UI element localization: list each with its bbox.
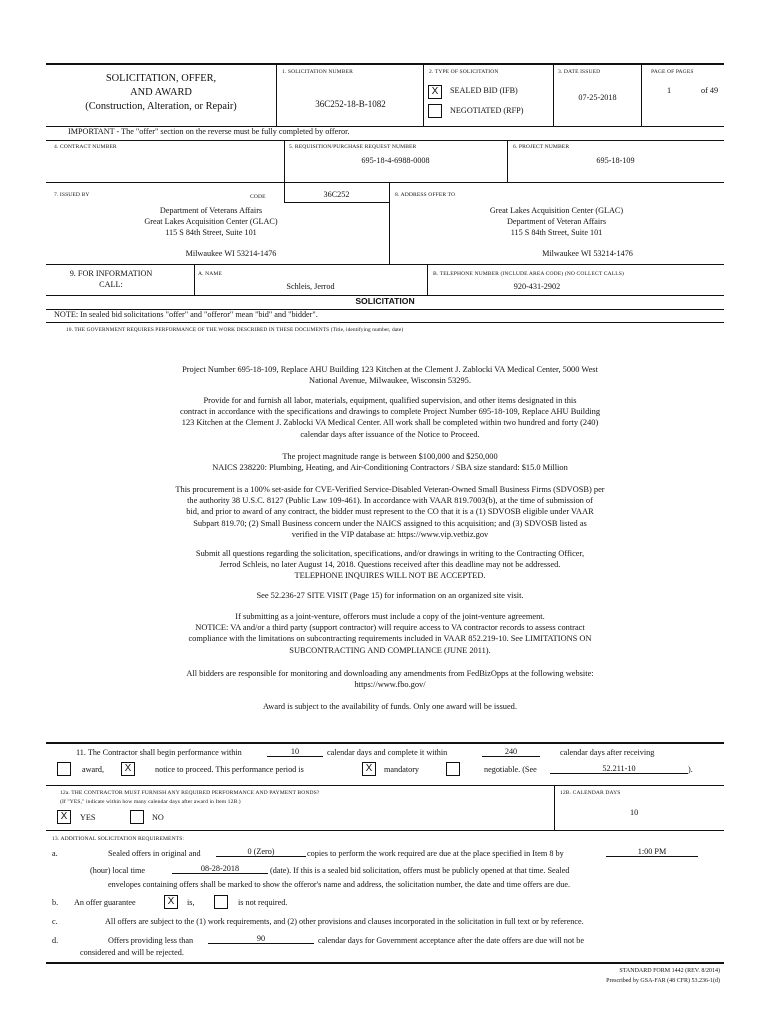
sealed-bid-label: SEALED BID (IFB)	[450, 86, 518, 95]
prescribed-by: Prescribed by GSA-FAR (48 CFR) 53.236-1(d)	[606, 978, 720, 984]
code-label: CODE	[250, 194, 266, 200]
bottom-border	[46, 962, 724, 964]
body-paragraph	[140, 611, 640, 656]
notice-to-proceed-checkbox[interactable]: X	[121, 762, 135, 776]
body-paragraph	[140, 668, 640, 690]
bonds-no-label: NO	[152, 813, 164, 822]
negotiable-label: negotiable. (See	[484, 765, 537, 774]
rule	[46, 264, 724, 265]
page-number: 1	[667, 86, 672, 95]
info-call-label-line: 9. FOR INFORMATION	[69, 269, 153, 278]
body-line: calendar days after issuance of the Notice to Proceed.	[300, 429, 480, 439]
telephone-label: B. TELEPHONE NUMBER (INCLUDE AREA CODE) (NO COLLECT CALLS)	[433, 271, 624, 277]
bonds-yes-checkbox[interactable]: X	[57, 810, 71, 824]
body-line: National Avenue, Milwaukee, Wisconsin 53295.	[309, 376, 471, 386]
negotiated-label: NEGOTIATED (RFP)	[450, 106, 524, 115]
body-paragraph	[140, 364, 640, 386]
address-offer-address	[389, 205, 724, 238]
body-line: bid, and prior to award of any contract, the bidder must represent to the CO that it is a (1) SDVOSB eligible under VAAR	[186, 507, 594, 517]
form-title-line: (Construction, Alteration, or Repair)	[85, 101, 237, 112]
item10-label: 10. THE GOVERNMENT REQUIRES PERFORMANCE OF THE WORK DESCRIBED IN THESE DOCUMENTS (Title, identifying number, date)	[66, 327, 404, 333]
start-days[interactable]: 10	[267, 747, 323, 757]
body-line: If submitting as a joint-venture, offerors must include a copy of the joint-venture agreement.	[235, 612, 545, 621]
requisition-number-label: 5. REQUISITION/PURCHASE REQUEST NUMBER	[289, 144, 417, 150]
divider	[423, 63, 424, 126]
address-line: 115 S 84th Street, Suite 101	[510, 228, 603, 237]
bonds-sublabel: (If "YES," indicate within how many calendar days after award in Item 12B.)	[60, 799, 241, 805]
solicitation-number-label: 1. SOLICITATION NUMBER	[282, 69, 353, 75]
sealed-bid-checkbox[interactable]: X	[428, 85, 442, 99]
body-line: Provide for and furnish all labor, materials, equipment, qualified supervision, and other items designated in this	[203, 396, 577, 405]
body-line: See 52.236-27 SITE VISIT (Page 15) for information on an organized site visit.	[256, 591, 524, 600]
rule	[46, 785, 724, 786]
item13a-text: Sealed offers in original and	[108, 849, 201, 858]
project-number[interactable]: 695-18-109	[596, 156, 635, 165]
body-line: NOTICE: VA and/or a third party (support contractor) will require access to VA contractor records to assess contract	[195, 623, 585, 633]
body-line: Project Number 695-18-109, Replace AHU Building 123 Kitchen at the Clement J. Zablocki VA Medical Center, 5000 West	[182, 365, 598, 374]
item13d-letter: d.	[52, 936, 59, 945]
address-line: Department of Veterans Affairs	[159, 206, 263, 215]
item13d-text: considered and will be rejected.	[80, 948, 184, 957]
body-paragraph	[140, 548, 640, 582]
due-time[interactable]: 1:00 PM	[606, 847, 698, 857]
rule	[46, 140, 724, 141]
item13c-text: All offers are subject to the (1) work requirements, and (2) other provisions and clauses incorporated in the solicitation in full text or by reference.	[105, 917, 584, 926]
mandatory-label: mandatory	[384, 765, 420, 774]
guarantee-not-label: is not required.	[238, 898, 288, 907]
rule	[46, 322, 724, 323]
notice-to-proceed-label: notice to proceed. This performance period is	[155, 765, 304, 774]
address-line: 115 S 84th Street, Suite 101	[165, 228, 257, 237]
negotiable-checkbox[interactable]	[446, 762, 460, 776]
address-line: Department of Veteran Affairs	[506, 217, 607, 226]
acceptance-days[interactable]: 90	[208, 934, 314, 944]
divider	[276, 63, 277, 126]
body-paragraph	[140, 701, 640, 712]
address-line: Great Lakes Acquisition Center (GLAC)	[144, 217, 278, 226]
form-title-line: SOLICITATION, OFFER,	[105, 73, 217, 84]
calendar-days-label: 12B. CALENDAR DAYS	[560, 790, 621, 796]
body-line: Jerrod Schleis, no later August 14, 2018. Questions received after this deadline may not be addressed.	[219, 560, 561, 570]
item11-text: calendar days after receiving	[560, 748, 655, 757]
award-checkbox[interactable]	[57, 762, 71, 776]
body-line: This procurement is a 100% set-aside for CVE-Verified Service-Disabled Veteran-Owned Small Business Firms (SDVOSB) per	[175, 485, 605, 494]
guarantee-is-checkbox[interactable]: X	[164, 895, 178, 909]
rule	[46, 182, 724, 183]
date-issued-label: 3. DATE ISSUED	[558, 69, 601, 75]
complete-days[interactable]: 240	[482, 747, 540, 757]
item13b-text: An offer guarantee	[74, 898, 136, 907]
item13a-text: (date). If this is a sealed bid solicitation, offers must be publicly opened at that time. Sealed	[270, 866, 570, 875]
contact-name-label: A. NAME	[198, 271, 223, 277]
item13a-text: copies to perform the work required are due at the place specified in Item 8 by	[307, 849, 564, 858]
contract-number-label: 4. CONTRACT NUMBER	[54, 144, 117, 150]
issued-by-code[interactable]: 36C252	[323, 190, 350, 199]
body-line: Award is subject to the availability of funds. Only one award will be issued.	[263, 702, 517, 711]
info-call-label-line: CALL:	[99, 280, 123, 289]
page-of-pages-label: PAGE OF PAGES	[651, 69, 694, 75]
bonds-yes-label: YES	[80, 813, 96, 822]
rule	[46, 742, 724, 744]
item13b-letter: b.	[52, 898, 59, 907]
bonds-label: 12a. THE CONTRACTOR MUST FURNISH ANY REQUIRED PERFORMANCE AND PAYMENT BONDS?	[60, 790, 320, 796]
item13a-letter: a.	[52, 849, 58, 858]
requisition-number[interactable]: 695-18-4-6988-0008	[361, 156, 430, 165]
body-line: 123 Kitchen at the Clement J. Zablocki VA Medical Center. All work shall be completed within two hundred and forty (240)	[181, 418, 599, 428]
additional-requirements-label: 13. ADDITIONAL SOLICITATION REQUIREMENTS:	[52, 836, 185, 842]
body-line: https://www.fbo.gov/	[354, 680, 426, 690]
body-paragraph	[140, 590, 640, 601]
due-date[interactable]: 08-28-2018	[172, 864, 268, 874]
item13d-text: calendar days for Government acceptance after the date offers are due will not be	[318, 936, 585, 945]
bonds-no-checkbox[interactable]	[130, 810, 144, 824]
address-offer-city: Milwaukee WI 53214-1476	[542, 249, 633, 258]
issued-by-city: Milwaukee WI 53214-1476	[185, 249, 277, 258]
award-label: award,	[82, 765, 105, 774]
contact-name[interactable]: Schleis, Jerrod	[286, 282, 335, 291]
issued-by-address	[46, 205, 376, 238]
form-title	[46, 72, 276, 114]
item11-text: calendar days and complete it within	[327, 748, 448, 757]
rule	[46, 830, 724, 831]
form-number: STANDARD FORM 1442 (REV. 8/2014)	[619, 968, 720, 974]
sealed-bid-note: NOTE: In sealed bid solicitations "offer" and "offeror" mean "bid" and "bidder".	[54, 310, 318, 319]
date-issued[interactable]: 07-25-2018	[578, 93, 617, 102]
address-offer-label: 8. ADDRESS OFFER TO	[395, 192, 456, 198]
body-line: the authority 38 U.S.C. 8127 (Public Law 109-461). In accordance with VAAR 819.7003(b), at the time of submission of	[187, 496, 593, 506]
mandatory-checkbox[interactable]: X	[362, 762, 376, 776]
body-line: TELEPHONE INQUIRES WILL NOT BE ACCEPTED.	[294, 571, 486, 581]
item11-text: 11. The Contractor shall begin performance within	[76, 748, 242, 757]
negotiated-checkbox[interactable]	[428, 104, 442, 118]
divider	[641, 63, 642, 126]
body-paragraph	[140, 395, 640, 440]
info-call-label	[46, 268, 176, 290]
body-line: All bidders are responsible for monitoring and downloading any amendments from FedBizOpps at the following website:	[186, 669, 594, 678]
body-line: SUBCONTRACTING AND COMPLIANCE (JUNE 2011).	[289, 645, 491, 655]
solicitation-number[interactable]: 36C252-18-B-1082	[315, 99, 386, 109]
body-line: Subpart 819.70; (2) Small Business concern under the NAICS assigned to this acquisition; and (3) SDVOSB listed as	[193, 518, 587, 528]
guarantee-not-checkbox[interactable]	[214, 895, 228, 909]
body-paragraph	[140, 451, 640, 473]
body-line: NAICS 238220: Plumbing, Heating, and Air-Conditioning Contractors / SBA size standard: $15.0 Million	[212, 463, 568, 473]
issued-by-label: 7. ISSUED BY	[54, 192, 90, 198]
item13d-text: Offers providing less than	[108, 936, 194, 945]
form-title-line: AND AWARD	[130, 87, 192, 98]
solicitation-heading: SOLICITATION	[355, 296, 415, 306]
item13a-text: (hour) local time	[90, 866, 146, 875]
body-line: Submit all questions regarding the solicitation, specifications, and/or drawings in writing to the Contracting Officer,	[195, 549, 585, 558]
important-note: IMPORTANT - The "offer" section on the reverse must be fully completed by offeror.	[68, 127, 350, 136]
clause-reference[interactable]: 52.211-10	[550, 764, 688, 774]
telephone-number[interactable]: 920-431-2902	[513, 282, 561, 291]
top-border	[46, 63, 724, 65]
divider	[554, 785, 555, 830]
copies-count[interactable]: 0 (Zero)	[216, 847, 306, 857]
project-number-label: 6. PROJECT NUMBER	[513, 144, 570, 150]
body-line: contract in accordance with the specifications and drawings to complete Project Number 695-18-109, Replace AHU Building	[179, 407, 601, 417]
item13a-text: envelopes containing offers shall be marked to show the offeror's name and address, the solicitation number, the date and time offers are due.	[108, 880, 571, 889]
body-line: compliance with the limitations on subcontracting requirements included in VAAR 852.219-10. See LIMITATIONS ON	[188, 634, 592, 644]
calendar-days[interactable]: 10	[630, 808, 639, 817]
page-total: of 49	[701, 86, 719, 95]
body-paragraph	[140, 484, 640, 540]
item13c-letter: c.	[52, 917, 58, 926]
clause-close: ).	[688, 765, 693, 774]
body-line: The project magnitude range is between $100,000 and $250,000	[282, 452, 498, 461]
type-of-solicitation-label: 2. TYPE OF SOLICITATION	[429, 69, 499, 75]
body-line: verified in the VIP database at: https://www.vip.vetbiz.gov	[291, 529, 489, 539]
address-line: Great Lakes Acquisition Center (GLAC)	[489, 206, 624, 215]
rule	[284, 202, 389, 203]
guarantee-is-label: is,	[187, 898, 195, 907]
